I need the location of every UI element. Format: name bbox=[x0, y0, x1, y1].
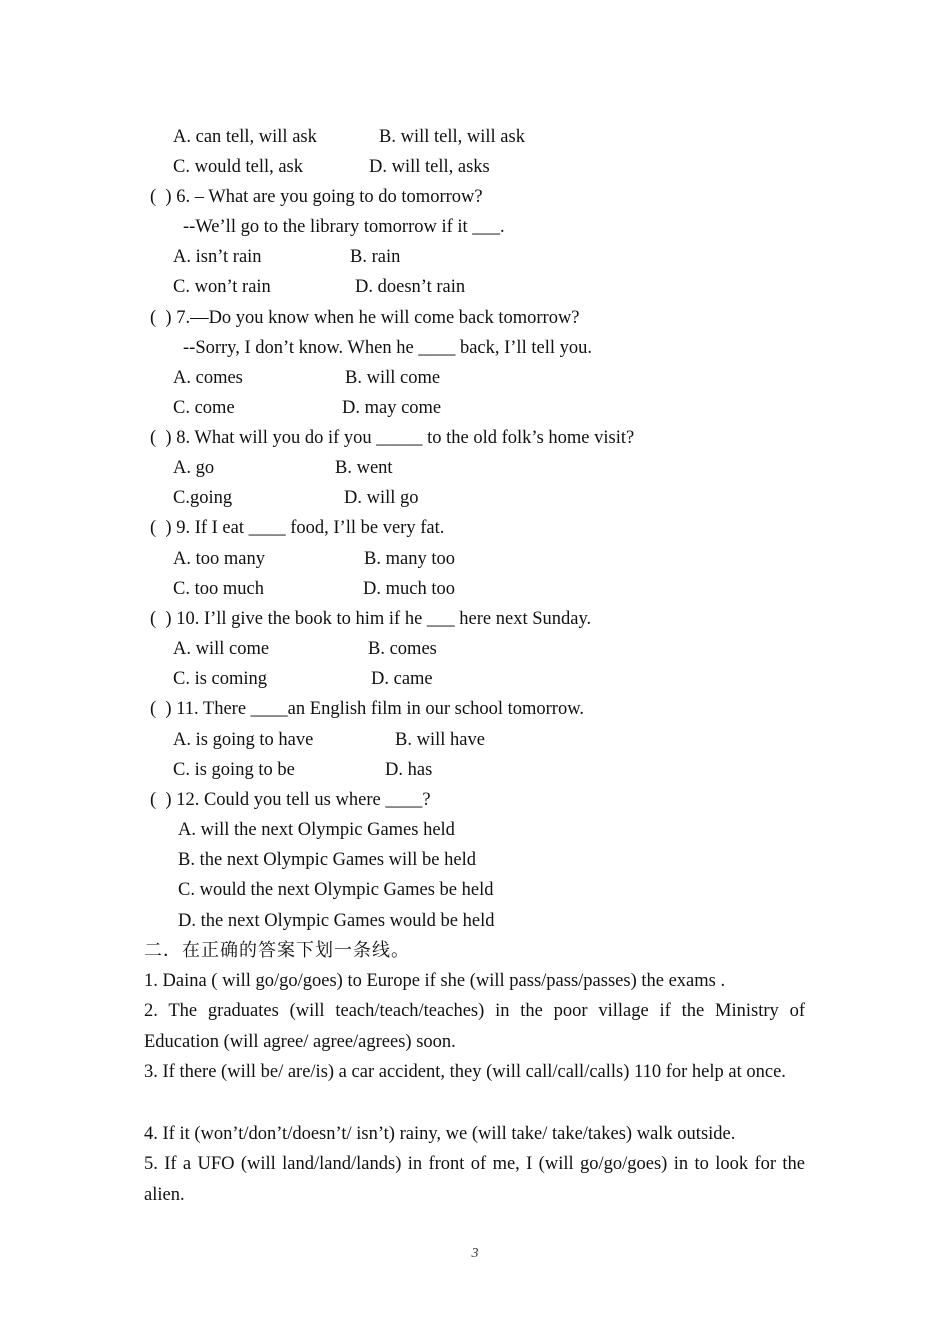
section2-item-3: 3. If there (will be/ are/is) a car accident, they (will call/call/calls) 110 for help at once. bbox=[144, 1062, 786, 1082]
q6-option-c: C. won’t rain bbox=[173, 277, 271, 297]
q5-option-c: C. would tell, ask bbox=[173, 157, 304, 177]
q11-option-a: A. is going to have bbox=[173, 730, 314, 750]
q6-stem-reply: --We’ll go to the library tomorrow if it ___. bbox=[183, 217, 505, 237]
q9-option-b: B. many too bbox=[364, 549, 455, 569]
q11-stem: ( ) 11. There ____an English film in our school tomorrow. bbox=[150, 699, 584, 719]
section2-item-4: 4. If it (won’t/don’t/doesn’t/ isn’t) rainy, we (will take/ take/takes) walk outside. bbox=[144, 1124, 736, 1144]
q9-option-d: D. much too bbox=[363, 579, 455, 599]
q10-stem: ( ) 10. I’ll give the book to him if he ___ here next Sunday. bbox=[150, 609, 592, 629]
q10-option-b: B. comes bbox=[368, 639, 437, 659]
q8-option-d: D. will go bbox=[344, 488, 419, 508]
section2-title: 二．在正确的答案下划一条线。 bbox=[144, 940, 410, 961]
q10-option-a: A. will come bbox=[173, 639, 270, 659]
section2-item-1: 1. Daina ( will go/go/goes) to Europe if she (will pass/pass/passes) the exams . bbox=[144, 971, 726, 991]
q11-option-d: D. has bbox=[385, 760, 433, 780]
q11-option-c: C. is going to be bbox=[173, 760, 295, 780]
q7-option-b: B. will come bbox=[345, 368, 441, 388]
q7-option-c: C. come bbox=[173, 398, 235, 418]
q9-stem: ( ) 9. If I eat ____ food, I’ll be very fat. bbox=[150, 518, 445, 538]
q8-option-a: A. go bbox=[173, 458, 215, 478]
q11-option-b: B. will have bbox=[395, 730, 485, 750]
q6-option-b: B. rain bbox=[350, 247, 401, 267]
q6-option-d: D. doesn’t rain bbox=[355, 277, 466, 297]
q12-option-b: B. the next Olympic Games will be held bbox=[178, 850, 476, 870]
q8-option-b: B. went bbox=[335, 458, 393, 478]
q8-stem: ( ) 8. What will you do if you _____ to the old folk’s home visit? bbox=[150, 428, 635, 448]
q5-option-a: A. can tell, will ask bbox=[173, 127, 317, 147]
q7-option-a: A. comes bbox=[173, 368, 243, 388]
q9-option-c: C. too much bbox=[173, 579, 264, 599]
q12-option-a: A. will the next Olympic Games held bbox=[178, 820, 455, 840]
q5-option-b: B. will tell, will ask bbox=[379, 127, 525, 147]
q12-option-c: C. would the next Olympic Games be held bbox=[178, 880, 494, 900]
q5-option-d: D. will tell, asks bbox=[369, 157, 490, 177]
q7-stem-reply: --Sorry, I don’t know. When he ____ back, I’ll tell you. bbox=[183, 338, 592, 358]
q8-option-c: C.going bbox=[173, 488, 233, 508]
q12-stem: ( ) 12. Could you tell us where ____? bbox=[150, 790, 431, 810]
q10-option-c: C. is coming bbox=[173, 669, 268, 689]
q7-stem: ( ) 7.—Do you know when he will come back tomorrow? bbox=[150, 308, 580, 328]
q6-option-a: A. isn’t rain bbox=[173, 247, 262, 267]
q6-stem: ( ) 6. – What are you going to do tomorrow? bbox=[150, 187, 483, 207]
q10-option-d: D. came bbox=[371, 669, 433, 689]
page-number: 3 bbox=[471, 1246, 479, 1261]
section2-item-2: 2. The graduates (will teach/teach/teaches) in the poor village if the Ministry of Education (will agree/ agree/agrees) soon. bbox=[144, 1001, 805, 1052]
q12-option-d: D. the next Olympic Games would be held bbox=[178, 911, 495, 931]
section2-item-5: 5. If a UFO (will land/land/lands) in front of me, I (will go/go/goes) in to look for the alien. bbox=[144, 1154, 805, 1205]
q7-option-d: D. may come bbox=[342, 398, 442, 418]
q9-option-a: A. too many bbox=[173, 549, 265, 569]
